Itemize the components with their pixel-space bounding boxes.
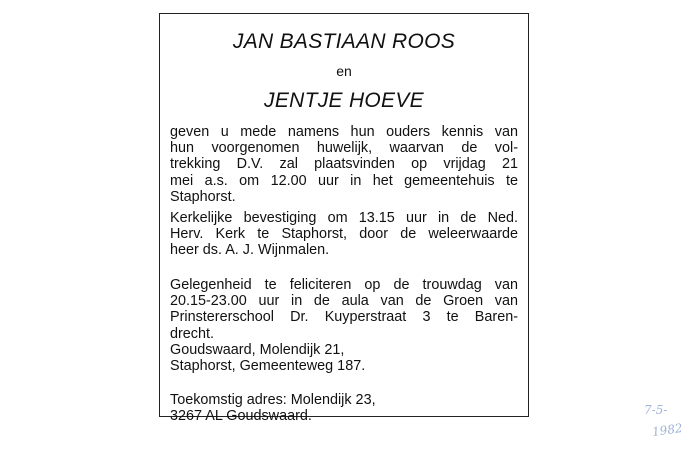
announcement-paragraph-future-address — [170, 392, 518, 424]
text-line: Staphorst. — [170, 188, 236, 205]
wedding-announcement — [159, 13, 529, 425]
conjunction-en: en — [336, 63, 352, 79]
text-line: mei a.s. om 12.00 uur in het gemeentehuis te — [170, 172, 518, 189]
text-line: Gelegenheid te feliciteren op de trouwdag van — [170, 277, 518, 293]
announcement-paragraph-church — [170, 210, 518, 259]
handwritten-year: 1982 — [651, 420, 684, 440]
groom-name: JAN BASTIAAN ROOS — [232, 30, 456, 53]
announcement-paragraph-reception — [170, 277, 518, 342]
text-line: drecht. — [170, 325, 214, 342]
text-line: 20.15-23.00 uur in de aula van de Groen van — [170, 293, 518, 310]
text-line: trekking D.V. zal plaatsvinden op vrijdag 21 — [170, 156, 518, 173]
text-line: Goudswaard, Molendijk 21, — [170, 342, 345, 358]
handwritten-date: 7-5- — [644, 403, 668, 417]
text-line: Staphorst, Gemeenteweg 187. — [170, 358, 366, 375]
text-line: geven u mede namens hun ouders kennis van — [170, 124, 518, 140]
text-line: hun voorgenomen huwelijk, waarvan de vol- — [170, 140, 518, 157]
announcement-paragraph-addresses — [170, 342, 518, 374]
text-line: Herv. Kerk te Staphorst, door de weleerwaarde — [170, 226, 518, 243]
handwritten-date-note — [636, 402, 696, 450]
text-line: heer ds. A. J. Wijnmalen. — [170, 242, 330, 259]
bride-name: JENTJE HOEVE — [264, 89, 424, 112]
text-line: Prinstererschool Dr. Kuyperstraat 3 te Baren- — [170, 309, 518, 326]
text-line: 3267 AL Goudswaard. — [170, 408, 312, 425]
text-line: Kerkelijke bevestiging om 13.15 uur in de Ned. — [170, 210, 518, 226]
announcement-paragraph-ceremony — [170, 124, 518, 205]
text-line: Toekomstig adres: Molendijk 23, — [170, 392, 376, 408]
